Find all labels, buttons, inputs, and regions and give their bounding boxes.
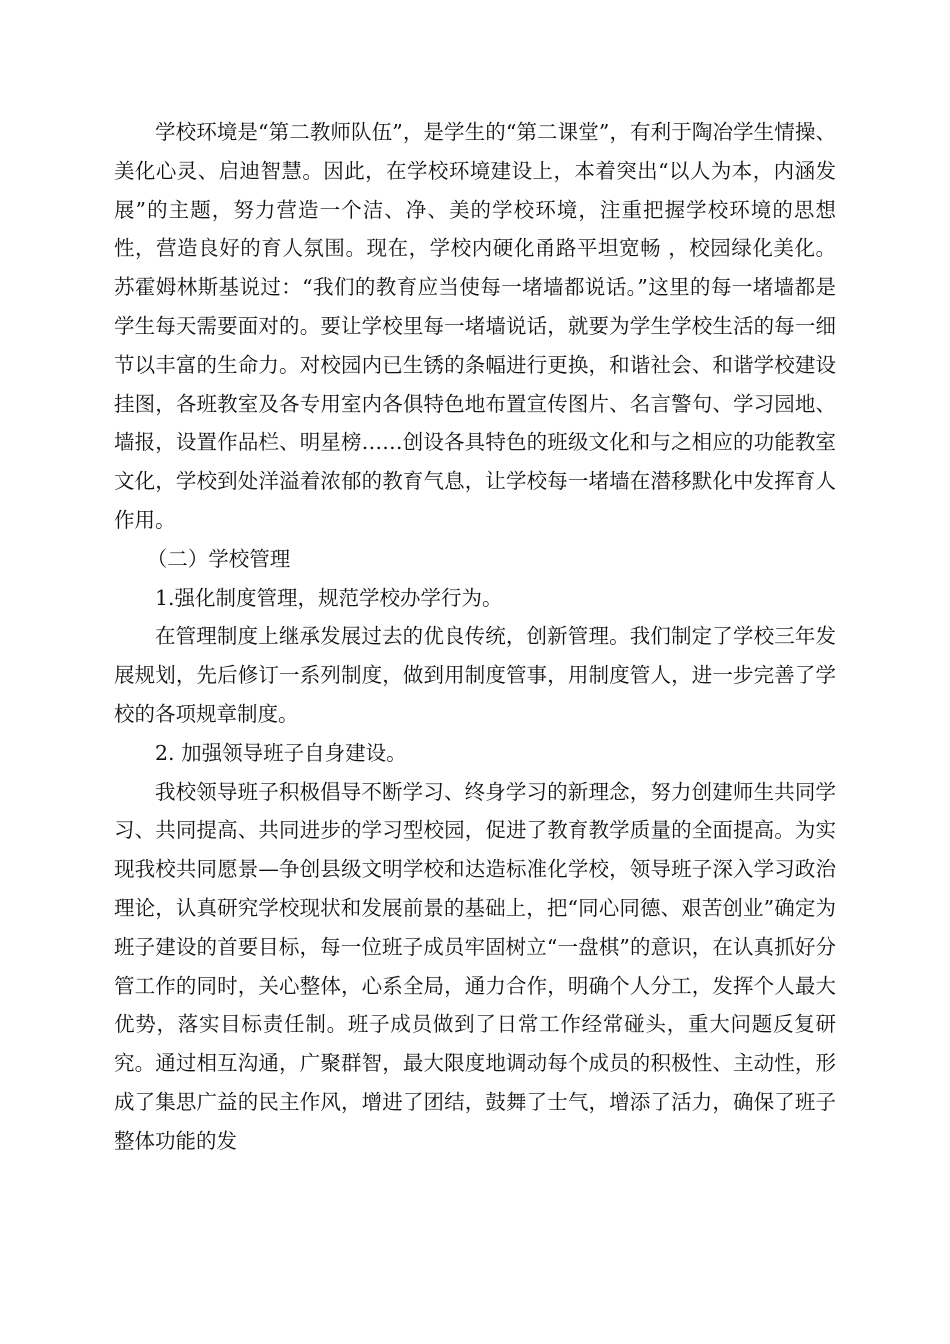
subheading-system-management: 1.强化制度管理，规范学校办学行为。 xyxy=(155,585,503,610)
paragraph-leadership-team: 我校领导班子积极倡导不断学习、终身学习的新理念，努力创建师生共同学习、共同提高、共同进步的学习型校园，促进了教育教学质量的全面提高。为实现我校共同愿景—争创县级文明学校和达造标准化学校，领导班子深入学习政治理论，认真研究学校现状和发展前景的基础上，把“同心同德、艰苦创业”确定为班子建设的首要目标，每一位班子成员牢固树立“一盘棋”的意识，在认真抓好分管工作的同时，关心整体，心系全局，通力合作，明确个人分工，发挥个人最大优势，落实目标责任制。班子成员做到了日常工作经常碰头，重大问题反复研究。通过相互沟通，广聚群智，最大限度地调动每个成员的积极性、主动性，形成了集思广益的民主作风，增进了团结，鼓舞了士气，增添了活力，确保了班子整体功能的发 xyxy=(114,779,836,1153)
paragraph-management-system: 在管理制度上继承发展过去的优良传统，创新管理。我们制定了学校三年发展规划，先后修订一系列制度，做到用制度管事，用制度管人，进一步完善了学校的各项规章制度。 xyxy=(114,624,836,726)
document-page xyxy=(114,113,836,1161)
subheading-leadership-building: 2. 加强领导班子自身建设。 xyxy=(155,740,407,765)
paragraph-school-environment: 学校环境是“第二教师队伍”，是学生的“第二课堂”，有利于陶冶学生情操、美化心灵、启迪智慧。因此，在学校环境建设上，本着突出“以人为本，内涵发展”的主题，努力营造一个洁、净、美的学校环境，注重把握学校环境的思想性，营造良好的育人氛围。现在，学校内硬化甬路平坦宽畅 ，校园绿化美化。苏霍姆林斯基说过：“我们的教育应当使每一堵墙都说话。”这里的每一堵墙都是学生每天需要面对的。要让学校里每一堵墙说话，就要为学生学校生活的每一细节以丰富的生命力。对校园内已生锈的条幅进行更换，和谐社会、和谐学校建设挂图，各班教室及各专用室内各俱特色地布置宣传图片、名言警句、学习园地、墙报，设置作品栏、明星榜……创设各具特色的班级文化和与之相应的功能教室文化，学校到处洋溢着浓郁的教育气息，让学校每一堵墙在潜移默化中发挥育人作用。 xyxy=(114,120,836,532)
section-heading-school-management: （二）学校管理 xyxy=(146,546,291,571)
